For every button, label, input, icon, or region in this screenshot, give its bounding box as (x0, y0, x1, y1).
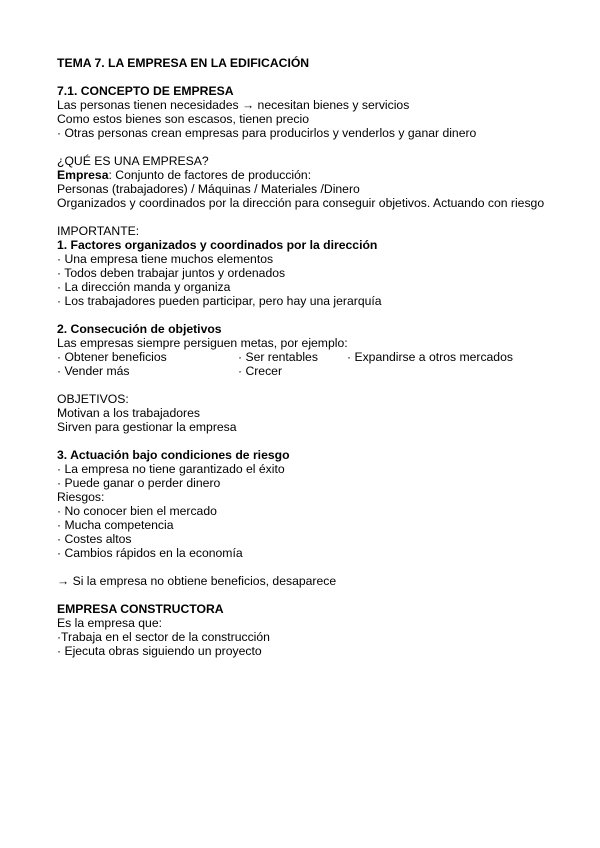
section-7-1-heading: 7.1. CONCEPTO DE EMPRESA (57, 84, 234, 98)
document-content (57, 56, 577, 658)
text-line: Es la empresa que: (57, 616, 163, 630)
goal-item: · Obtener beneficios (57, 350, 167, 364)
goals-row (57, 364, 577, 378)
text-line: Como estos bienes son escasos, tienen precio (57, 112, 310, 126)
conclusion-line: → Si la empresa no obtiene beneficios, desaparece (57, 574, 337, 588)
goal-item: · Ser rentables (238, 350, 318, 364)
list-item: · Ejecuta obras siguiendo un proyecto (57, 644, 262, 658)
definition-text: : Conjunto de factores de producción: (108, 168, 312, 182)
text-line: Sirven para gestionar la empresa (57, 420, 237, 434)
list-item: · Los trabajadores pueden participar, pero hay una jerarquía (57, 294, 382, 308)
section-3-heading: 3. Actuación bajo condiciones de riesgo (57, 448, 290, 462)
text-line: Las empresas siempre persiguen metas, por ejemplo: (57, 336, 348, 350)
question-heading: ¿QUÉ ES UNA EMPRESA? (57, 154, 209, 168)
definition-term: Empresa (57, 168, 109, 182)
goal-item: · Crecer (238, 364, 283, 378)
text-line: · Otras personas crean empresas para producirlos y venderlos y ganar dinero (57, 126, 477, 140)
list-item: · Todos deben trabajar juntos y ordenados (57, 266, 286, 280)
goal-item: · Vender más (57, 364, 130, 378)
document-title: TEMA 7. LA EMPRESA EN LA EDIFICACIÓN (57, 56, 310, 70)
importante-label: IMPORTANTE: (57, 224, 140, 238)
text-line: Organizados y coordinados por la dirección para conseguir objetivos. Actuando con riesgo (57, 196, 545, 210)
list-item: · No conocer bien el mercado (57, 504, 217, 518)
section-1-heading: 1. Factores organizados y coordinados por la dirección (57, 238, 378, 252)
constructora-heading: EMPRESA CONSTRUCTORA (57, 602, 224, 616)
section-2-heading: 2. Consecución de objetivos (57, 322, 222, 336)
objetivos-label: OBJETIVOS: (57, 392, 129, 406)
riesgos-label: Riesgos: (57, 490, 105, 504)
text-line: Motivan a los trabajadores (57, 406, 200, 420)
text-line: Personas (trabajadores) / Máquinas / Materiales /Dinero (57, 182, 360, 196)
goal-item: · Expandirse a otros mercados (347, 350, 513, 364)
list-item: · Una empresa tiene muchos elementos (57, 252, 274, 266)
list-item: · La empresa no tiene garantizado el éxito (57, 462, 285, 476)
list-item: · Costes altos (57, 532, 132, 546)
definition-line (57, 168, 577, 182)
goals-row (57, 350, 577, 364)
list-item: · Puede ganar o perder dinero (57, 476, 221, 490)
text-line: Las personas tienen necesidades → necesitan bienes y servicios (57, 98, 410, 112)
list-item: · La dirección manda y organiza (57, 280, 231, 294)
list-item: · Cambios rápidos en la economía (57, 546, 243, 560)
list-item: ·Trabaja en el sector de la construcción (57, 630, 270, 644)
list-item: · Mucha competencia (57, 518, 174, 532)
